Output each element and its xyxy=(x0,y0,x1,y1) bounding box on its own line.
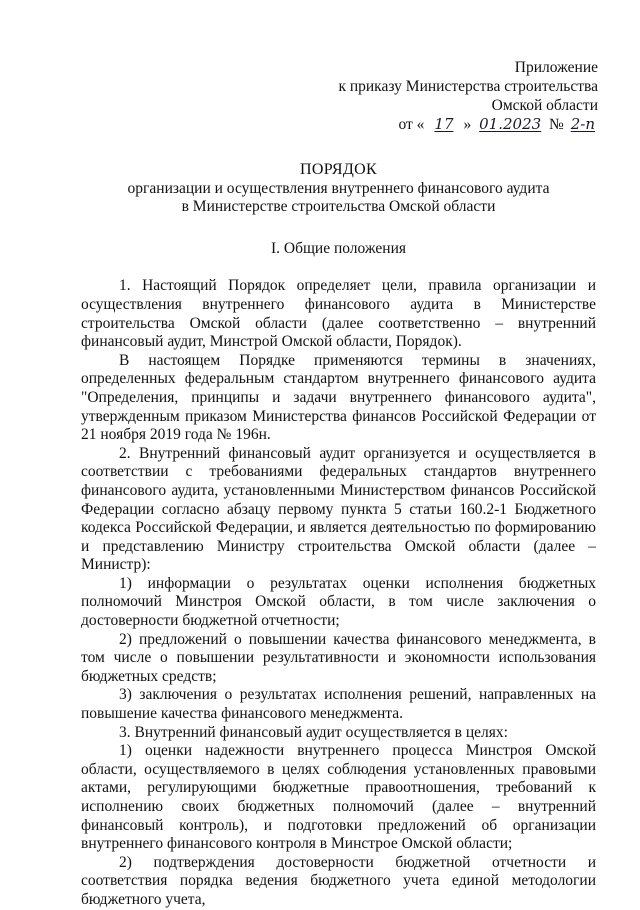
paragraph: 2. Внутренний финансовый аудит организуется и осуществляется в соответствии с требованиями федеральных стандартов внутреннего финансового аудита, установленными Министерством финансов Российской Федерации согласно абзацу первому пункта 5 статьи 160.2-1 Бюджетного кодекса Российской Федерации, и является деятельностью по формированию и представлению Министру строительства Омской области (далее – Министр): xyxy=(81,444,596,574)
title-line-2: организации и осуществления внутреннего финансового аудита xyxy=(127,179,550,197)
paragraph: 3) заключения о результатах исполнения решений, направленных на повышение качества финансового менеджмента. xyxy=(81,686,596,723)
handwritten-number: 2-п xyxy=(570,115,595,133)
attachment-region: Омской области xyxy=(491,97,598,114)
paragraph: В настоящем Порядке применяются термины в значениях, определенных федеральным стандартом внутреннего финансового аудита "Определения, принципы и задачи внутреннего финансового аудита", утвержденным приказом Министерства финансов Российской Федерации от 21 ноября 2019 года № 196н. xyxy=(81,351,596,444)
paragraph: 3. Внутренний финансовый аудит осуществляется в целях: xyxy=(119,723,508,741)
handwritten-day: 17 xyxy=(434,115,454,133)
paragraph: 1. Настоящий Порядок определяет цели, правила организации и осуществления внутреннего финансового аудита в Министерстве строительства Омской области (далее соответственно – внутренний финансовый аудит, Минстрой Омской области, Порядок). xyxy=(81,277,596,351)
date-quote-close: » xyxy=(463,116,472,133)
paragraph: 1) оценки надежности внутреннего процесса Минстроя Омской области, осуществляемого в целях соблюдения установленных правовыми актами, регулирующими бюджетные правоотношения, требований к исполнению своих бюджетных полномочий (далее – внутренний финансовый контроль), и подготовки предложений об организации внутреннего финансового контроля в Минстрое Омской области; xyxy=(81,742,596,853)
number-sign: № xyxy=(549,116,564,133)
date-prefix: от « xyxy=(398,116,425,133)
handwritten-date: 01.2023 xyxy=(479,115,542,133)
paragraph: 1) информации о результатах оценки исполнения бюджетных полномочий Минстроя Омской области, в том числе заключения о достоверности бюджетной отчетности; xyxy=(81,574,596,630)
paragraph: 2) предложений о повышении качества финансового менеджмента, в том числе о повышении результативности и экономности использования бюджетных средств; xyxy=(81,630,596,685)
attachment-order-ref: к приказу Министерства строительства xyxy=(338,78,598,95)
document-body xyxy=(81,161,596,910)
document-title xyxy=(81,161,596,217)
section-heading: I. Общие положения xyxy=(270,239,407,257)
title-heading: ПОРЯДОК xyxy=(300,161,377,178)
attachment-date-line xyxy=(298,115,598,134)
attachment-block xyxy=(298,58,598,134)
attachment-label: Приложение xyxy=(514,59,598,76)
title-line-3: в Министерстве строительства Омской области xyxy=(181,198,496,216)
paragraph: 2) подтверждения достоверности бюджетной отчетности и соответствия порядка ведения бюджетного учета единой методологии бюджетного учета, xyxy=(81,853,596,908)
